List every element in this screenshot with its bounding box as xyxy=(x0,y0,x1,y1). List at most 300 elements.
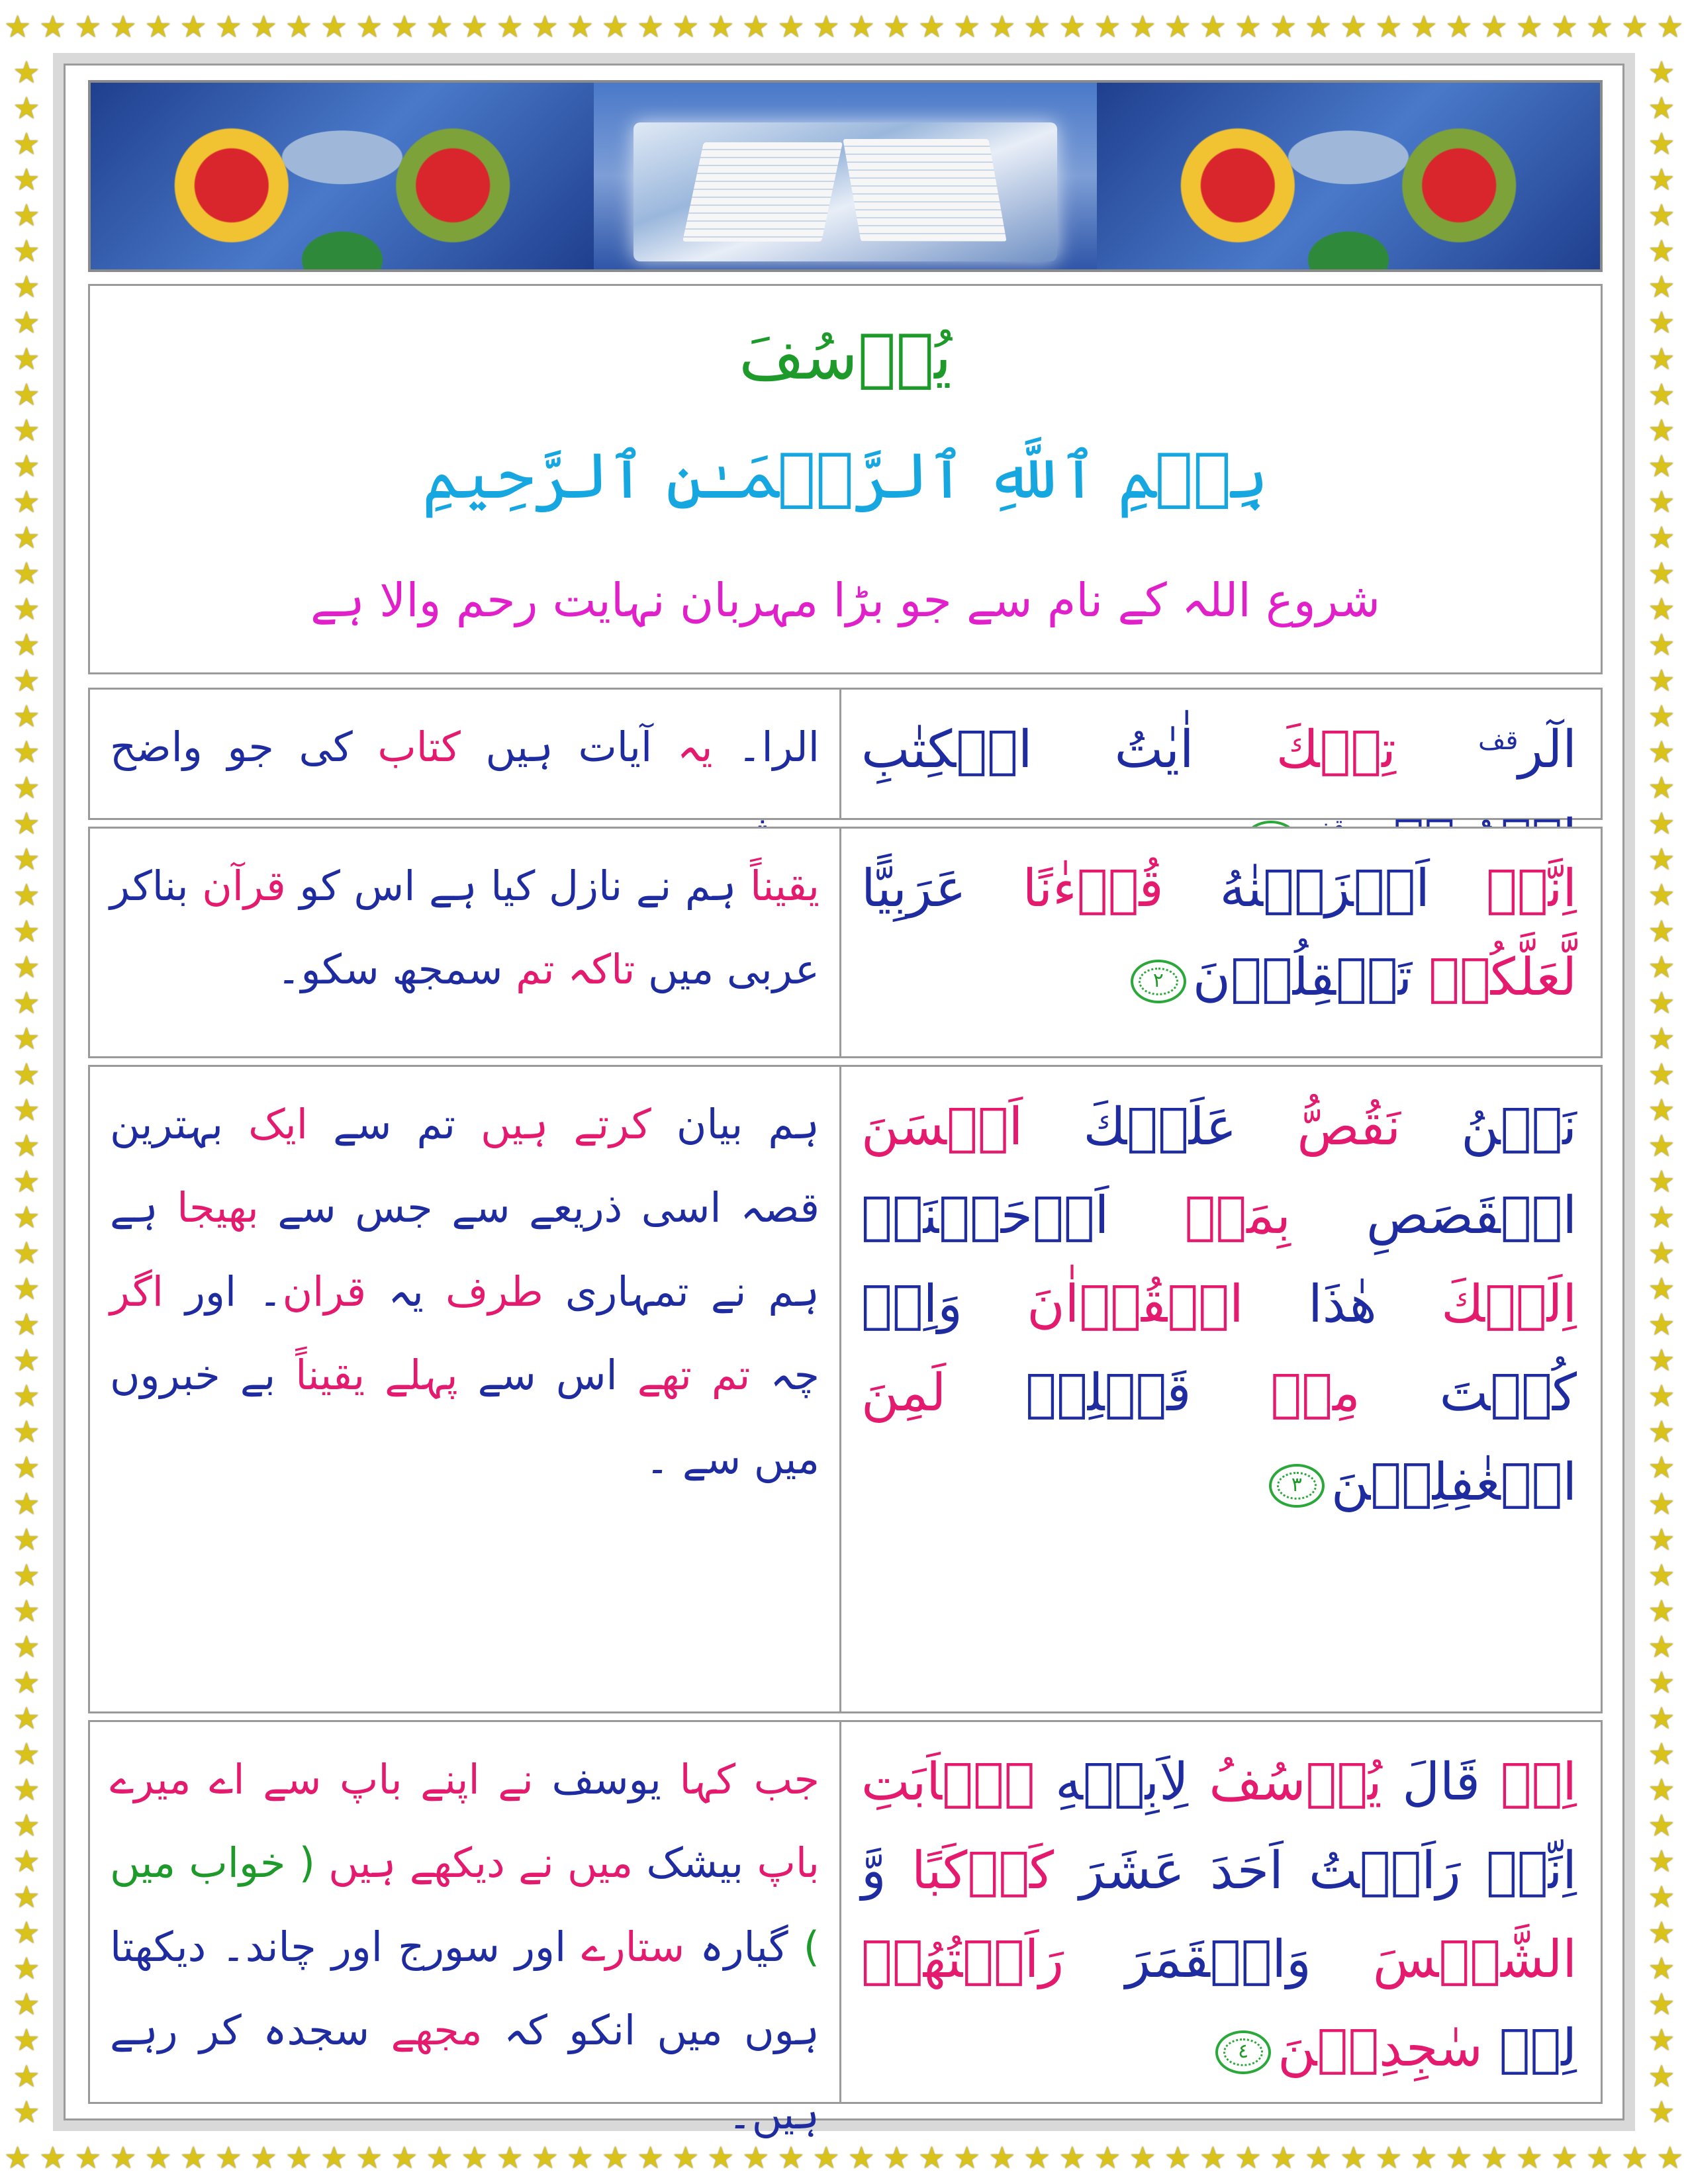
verse-row xyxy=(88,827,1603,1058)
star-icon: ★ xyxy=(1340,2140,1368,2175)
star-icon: ★ xyxy=(1515,9,1543,44)
star-icon: ★ xyxy=(1199,2140,1227,2175)
star-icon: ★ xyxy=(1129,2140,1156,2175)
star-icon: ★ xyxy=(1164,2140,1192,2175)
ayah-number-marker: ٣ xyxy=(1269,1464,1325,1508)
verse-arabic-text xyxy=(839,829,1601,1056)
star-border-bottom xyxy=(0,2131,1688,2184)
urdu-word-segment: کتاب xyxy=(377,723,461,771)
star-icon: ★ xyxy=(13,698,40,735)
star-icon: ★ xyxy=(1515,2140,1543,2175)
star-icon: ★ xyxy=(461,2140,489,2175)
star-border-left xyxy=(0,53,53,2131)
arabic-word-segment: اَوۡحَيۡنَاۤ xyxy=(861,1186,1109,1246)
star-icon: ★ xyxy=(1480,9,1508,44)
star-icon: ★ xyxy=(1648,1163,1675,1199)
urdu-word-segment: ہے ہم نے تمہاری xyxy=(110,1183,820,1316)
star-icon: ★ xyxy=(13,841,40,878)
star-icon: ★ xyxy=(1648,447,1675,484)
star-icon: ★ xyxy=(812,2140,840,2175)
star-icon: ★ xyxy=(707,9,735,44)
star-icon: ★ xyxy=(1648,197,1675,234)
floral-ornament-left xyxy=(91,83,594,269)
star-icon: ★ xyxy=(777,2140,805,2175)
arabic-word-segment: الشَّمۡسَ xyxy=(1311,1930,1577,1990)
star-icon: ★ xyxy=(812,9,840,44)
arabic-word-segment: الۡقَصَصِ xyxy=(1290,1186,1577,1246)
star-border-right xyxy=(1635,53,1688,2131)
star-icon: ★ xyxy=(601,2140,630,2175)
star-icon: ★ xyxy=(1648,2093,1675,2130)
urdu-word-segment: تاکہ تم xyxy=(516,945,635,994)
star-icon: ★ xyxy=(285,9,313,44)
star-icon: ★ xyxy=(1648,698,1675,735)
urdu-word-segment: بناکر عربی میں xyxy=(110,862,820,994)
star-icon: ★ xyxy=(1648,161,1675,198)
urdu-word-segment: الرا۔ xyxy=(712,723,820,771)
urdu-word-segment: چہ xyxy=(750,1351,820,1400)
star-icon: ★ xyxy=(1648,1091,1675,1128)
star-icon: ★ xyxy=(1648,376,1675,412)
star-icon: ★ xyxy=(320,9,348,44)
star-icon: ★ xyxy=(1648,1127,1675,1163)
star-icon: ★ xyxy=(74,2140,102,2175)
urdu-word-segment: بیشک xyxy=(646,1839,744,1888)
star-icon: ★ xyxy=(13,519,40,555)
arabic-word-segment: وَاِنۡ كُنۡتَ xyxy=(861,1275,1577,1424)
urdu-word-segment: کی جو واضح xyxy=(110,723,353,771)
star-icon: ★ xyxy=(179,9,207,44)
star-icon: ★ xyxy=(13,1950,40,1987)
star-icon: ★ xyxy=(1648,90,1675,126)
star-icon: ★ xyxy=(1094,2140,1121,2175)
star-icon: ★ xyxy=(988,2140,1016,2175)
arabic-word-segment: رَاَيۡتُهُمۡ xyxy=(861,1930,1064,1990)
page-content xyxy=(64,64,1624,2138)
star-icon: ★ xyxy=(1648,1772,1675,1807)
urdu-word-segment: سمجھ سکو۔ xyxy=(277,945,516,994)
star-icon: ★ xyxy=(250,2140,278,2175)
star-icon: ★ xyxy=(1585,9,1614,44)
arabic-word-segment: الۡغٰفِلِيۡنَ xyxy=(1331,1452,1577,1512)
star-icon: ★ xyxy=(1305,2140,1333,2175)
ayah-number-marker: ٤ xyxy=(1215,2030,1271,2074)
urdu-word-segment: ہم نے نازل کیا ہے اس کو xyxy=(285,862,751,910)
star-icon: ★ xyxy=(250,9,278,44)
star-icon: ★ xyxy=(355,2140,383,2175)
star-icon: ★ xyxy=(1340,9,1368,44)
surah-header xyxy=(88,284,1603,674)
star-icon: ★ xyxy=(13,1163,40,1199)
star-icon: ★ xyxy=(13,734,40,770)
star-icon: ★ xyxy=(1648,1199,1675,1235)
star-icon: ★ xyxy=(1648,590,1675,627)
urdu-word-segment: ہم بیان xyxy=(651,1100,820,1148)
star-icon: ★ xyxy=(426,2140,453,2175)
star-icon: ★ xyxy=(285,2140,313,2175)
star-icon: ★ xyxy=(1648,1056,1675,1092)
star-icon: ★ xyxy=(1648,1306,1675,1343)
star-icon: ★ xyxy=(1648,1342,1675,1379)
star-icon: ★ xyxy=(13,627,40,662)
star-icon: ★ xyxy=(179,2140,207,2175)
star-icon: ★ xyxy=(13,662,40,699)
arabic-word-segment: لَمِنَ xyxy=(861,1363,947,1424)
star-icon: ★ xyxy=(1648,54,1675,90)
star-icon: ★ xyxy=(1648,1521,1675,1557)
star-icon: ★ xyxy=(1648,877,1675,913)
arabic-word-segment: تَعۡقِلُوۡنَ xyxy=(1192,948,1413,1008)
star-icon: ★ xyxy=(13,233,40,269)
star-icon: ★ xyxy=(1234,9,1262,44)
star-icon: ★ xyxy=(4,2140,32,2175)
star-icon: ★ xyxy=(1648,2022,1675,2058)
star-icon: ★ xyxy=(13,1342,40,1379)
urdu-word-segment: تم سے xyxy=(308,1100,481,1148)
star-icon: ★ xyxy=(1648,805,1675,842)
star-icon: ★ xyxy=(13,805,40,842)
star-icon: ★ xyxy=(742,9,770,44)
star-icon: ★ xyxy=(13,1735,40,1772)
star-icon: ★ xyxy=(672,2140,700,2175)
star-icon: ★ xyxy=(1410,9,1438,44)
verse-arabic-text xyxy=(839,1067,1601,1711)
arabic-word-segment: وَالۡقَمَرَ xyxy=(1064,1930,1311,1990)
star-icon: ★ xyxy=(672,9,700,44)
star-icon: ★ xyxy=(1621,9,1649,44)
star-icon: ★ xyxy=(1164,9,1192,44)
star-icon: ★ xyxy=(1648,1700,1675,1736)
surah-title: یُوۡسُفَ xyxy=(739,320,952,394)
star-icon: ★ xyxy=(13,1306,40,1343)
star-icon: ★ xyxy=(109,9,137,44)
star-icon: ★ xyxy=(39,2140,67,2175)
star-icon: ★ xyxy=(496,9,524,44)
star-icon: ★ xyxy=(13,1700,40,1736)
arabic-word-segment: اِلَيۡكَ xyxy=(1376,1275,1577,1335)
star-icon: ★ xyxy=(953,2140,981,2175)
star-icon: ★ xyxy=(1648,1485,1675,1522)
star-icon: ★ xyxy=(13,913,40,949)
urdu-word-segment: ۔ اور xyxy=(163,1267,283,1316)
star-icon: ★ xyxy=(13,590,40,627)
star-icon: ★ xyxy=(988,9,1016,44)
urdu-word-segment: یہ xyxy=(366,1267,445,1316)
urdu-word-segment: اس سے xyxy=(457,1351,637,1400)
urdu-word-segment: بھیجا xyxy=(177,1183,259,1232)
star-icon: ★ xyxy=(391,9,418,44)
star-icon: ★ xyxy=(1648,519,1675,555)
star-icon: ★ xyxy=(636,2140,665,2175)
urdu-word-segment: طرف xyxy=(445,1267,543,1316)
star-icon: ★ xyxy=(1621,2140,1649,2175)
star-icon: ★ xyxy=(1648,1986,1675,2023)
star-icon: ★ xyxy=(1199,9,1227,44)
arabic-word-segment: مِنۡ xyxy=(1191,1363,1360,1424)
star-icon: ★ xyxy=(13,1843,40,1880)
arabic-word-segment: يُوۡسُفُ xyxy=(1188,1752,1382,1812)
star-icon: ★ xyxy=(1648,1664,1675,1700)
urdu-word-segment: جب کہا xyxy=(661,1755,820,1803)
star-icon: ★ xyxy=(1550,2140,1579,2175)
urdu-word-segment: یہ xyxy=(677,723,713,771)
star-icon: ★ xyxy=(1480,2140,1508,2175)
star-icon: ★ xyxy=(13,1414,40,1450)
star-icon: ★ xyxy=(13,948,40,985)
verse-row xyxy=(88,1720,1603,2138)
star-icon: ★ xyxy=(847,2140,875,2175)
bismillah-urdu-translation: شروع اللہ کے نام سے جو بڑا مہربان نہایت رحم والا ہے xyxy=(310,573,1380,627)
star-icon: ★ xyxy=(636,9,665,44)
arabic-word-segment: الۡقُرۡاٰنَ xyxy=(962,1275,1244,1335)
arabic-word-segment: بِمَاۤ xyxy=(1109,1186,1291,1246)
urdu-word-segment: یوسف xyxy=(551,1755,661,1803)
arabic-word-segment: اِنِّىۡ رَاَيۡتُ xyxy=(1283,1841,1577,1901)
star-icon: ★ xyxy=(1648,1879,1675,1915)
star-icon: ★ xyxy=(13,555,40,591)
star-icon: ★ xyxy=(13,447,40,484)
urdu-word-segment: گیارہ xyxy=(684,1922,804,1971)
arabic-word-segment: اَحۡسَنَ xyxy=(861,1097,1023,1157)
arabic-word-segment: قَبۡلِهٖ xyxy=(946,1363,1192,1424)
star-icon: ★ xyxy=(1445,9,1473,44)
arabic-word-segment: لِىۡ xyxy=(1482,2019,1577,2079)
arabic-word-segment: كَوۡكَبًا xyxy=(886,1841,1055,1901)
star-icon: ★ xyxy=(144,9,172,44)
star-icon: ★ xyxy=(1656,2140,1684,2175)
star-icon: ★ xyxy=(13,1592,40,1629)
star-icon: ★ xyxy=(917,9,946,44)
ayah-number-marker: ٢ xyxy=(1131,960,1186,1003)
star-icon: ★ xyxy=(1648,913,1675,949)
star-icon: ★ xyxy=(13,1557,40,1593)
star-icon: ★ xyxy=(1648,1915,1675,1951)
star-icon: ★ xyxy=(1648,1807,1675,1844)
urdu-word-segment: ( خواب میں ) xyxy=(110,1839,820,1971)
star-icon: ★ xyxy=(13,1127,40,1163)
star-icon: ★ xyxy=(742,2140,770,2175)
urdu-word-segment: قران xyxy=(282,1267,367,1316)
star-icon: ★ xyxy=(1648,1449,1675,1486)
star-icon: ★ xyxy=(13,54,40,90)
star-icon: ★ xyxy=(13,1378,40,1414)
urdu-word-segment: ایک xyxy=(248,1100,308,1148)
arabic-word-segment: لِاَبِيۡهِ xyxy=(1035,1752,1189,1812)
star-icon: ★ xyxy=(4,9,32,44)
star-icon: ★ xyxy=(13,1020,40,1056)
star-icon: ★ xyxy=(144,2140,172,2175)
star-icon: ★ xyxy=(13,412,40,448)
arabic-word-segment: عَرَبِيًّا xyxy=(861,859,966,919)
decorative-banner xyxy=(88,80,1603,272)
star-icon: ★ xyxy=(1550,9,1579,44)
arabic-word-segment: اَنۡزَلۡنٰهُ xyxy=(1163,859,1430,919)
star-icon: ★ xyxy=(109,2140,137,2175)
star-icon: ★ xyxy=(1648,1020,1675,1056)
star-icon: ★ xyxy=(13,1807,40,1844)
star-icon: ★ xyxy=(1058,2140,1086,2175)
star-icon: ★ xyxy=(1648,269,1675,305)
star-icon: ★ xyxy=(1410,2140,1438,2175)
arabic-word-segment: لَّعَلَّكُمۡ xyxy=(1412,948,1577,1008)
floral-ornament-right xyxy=(1097,83,1600,269)
star-icon: ★ xyxy=(882,2140,910,2175)
star-icon: ★ xyxy=(13,1271,40,1307)
star-icon: ★ xyxy=(1648,662,1675,699)
star-icon: ★ xyxy=(214,2140,242,2175)
arabic-word-segment: نَحۡنُ xyxy=(1401,1097,1577,1157)
star-icon: ★ xyxy=(13,126,40,162)
star-icon: ★ xyxy=(1648,770,1675,806)
urdu-word-segment: اگر xyxy=(110,1267,164,1316)
arabic-word-segment: اٰيٰتُ الۡكِتٰبِ xyxy=(861,720,1194,780)
star-icon: ★ xyxy=(707,2140,735,2175)
star-icon: ★ xyxy=(1648,627,1675,662)
urdu-word-segment: نے اپنے باپ سے اے میرے باپ xyxy=(110,1755,820,1888)
verse-urdu-translation xyxy=(90,1067,839,1711)
star-icon: ★ xyxy=(1648,1271,1675,1307)
star-icon: ★ xyxy=(1305,9,1333,44)
verse-urdu-translation xyxy=(90,690,839,818)
star-icon: ★ xyxy=(1648,1378,1675,1414)
star-icon: ★ xyxy=(1648,1735,1675,1772)
star-icon: ★ xyxy=(13,984,40,1021)
verse-arabic-text xyxy=(839,690,1601,818)
arabic-word-segment: عَلَيۡكَ xyxy=(1023,1097,1237,1157)
verse-row xyxy=(88,1065,1603,1713)
star-icon: ★ xyxy=(13,1986,40,2023)
star-icon: ★ xyxy=(13,2022,40,2058)
star-icon: ★ xyxy=(13,1879,40,1915)
star-icon: ★ xyxy=(13,877,40,913)
star-icon: ★ xyxy=(1648,841,1675,878)
arabic-word-segment: يٰۤاَبَتِ xyxy=(861,1752,1035,1812)
verse-urdu-translation xyxy=(90,829,839,1056)
star-icon: ★ xyxy=(39,9,67,44)
star-icon: ★ xyxy=(777,9,805,44)
star-icon: ★ xyxy=(1648,340,1675,377)
arabic-word-segment: سٰجِدِيۡنَ xyxy=(1278,2019,1483,2079)
star-icon: ★ xyxy=(1445,2140,1473,2175)
urdu-word-segment: یقیناً xyxy=(750,862,820,910)
star-icon: ★ xyxy=(1656,9,1684,44)
star-icon: ★ xyxy=(13,1449,40,1486)
arabic-word-segment: وَّ xyxy=(861,1841,886,1901)
urdu-word-segment: سجدہ کر رہے ہیں۔ xyxy=(110,2006,820,2138)
arabic-word-segment: الٓر xyxy=(1518,720,1577,780)
star-icon: ★ xyxy=(531,2140,559,2175)
urdu-word-segment: کرتے ہیں xyxy=(481,1100,651,1148)
star-icon: ★ xyxy=(461,9,489,44)
star-icon: ★ xyxy=(13,1485,40,1522)
star-icon: ★ xyxy=(1648,1557,1675,1593)
star-icon: ★ xyxy=(13,1628,40,1664)
star-icon: ★ xyxy=(74,9,102,44)
arabic-word-segment: قف xyxy=(1477,725,1519,756)
verse-urdu-translation xyxy=(90,1722,839,2138)
star-icon: ★ xyxy=(1648,483,1675,520)
star-icon: ★ xyxy=(13,483,40,520)
star-icon: ★ xyxy=(1023,9,1051,44)
star-icon: ★ xyxy=(1058,9,1086,44)
star-icon: ★ xyxy=(917,2140,946,2175)
star-icon: ★ xyxy=(953,9,981,44)
star-icon: ★ xyxy=(566,2140,594,2175)
star-icon: ★ xyxy=(1648,984,1675,1021)
page-frame xyxy=(53,53,1635,2138)
star-icon: ★ xyxy=(426,9,453,44)
star-icon: ★ xyxy=(13,161,40,198)
urdu-word-segment: آیات ہیں xyxy=(460,723,677,771)
star-icon: ★ xyxy=(1648,1235,1675,1271)
arabic-word-segment: قُرۡءٰنًا xyxy=(966,859,1164,919)
star-icon: ★ xyxy=(1023,2140,1051,2175)
star-icon: ★ xyxy=(601,9,630,44)
arabic-word-segment: نَقُصُّ xyxy=(1237,1097,1401,1157)
star-icon: ★ xyxy=(13,304,40,341)
star-icon: ★ xyxy=(13,1915,40,1951)
star-icon: ★ xyxy=(1648,948,1675,985)
star-icon: ★ xyxy=(1648,126,1675,162)
urdu-word-segment: بہترین قصہ اسی ذریعے سے جس سے xyxy=(110,1100,820,1232)
star-icon: ★ xyxy=(13,2093,40,2130)
star-icon: ★ xyxy=(13,770,40,806)
star-icon: ★ xyxy=(1648,2058,1675,2094)
star-icon: ★ xyxy=(13,1199,40,1235)
arabic-word-segment: اِنَّاۤ xyxy=(1429,859,1577,919)
arabic-word-segment: اِذۡ xyxy=(1480,1752,1577,1812)
star-icon: ★ xyxy=(1648,1592,1675,1629)
star-icon: ★ xyxy=(13,340,40,377)
star-icon: ★ xyxy=(566,9,594,44)
star-icon: ★ xyxy=(13,1521,40,1557)
star-icon: ★ xyxy=(13,269,40,305)
star-icon: ★ xyxy=(13,1235,40,1271)
arabic-word-segment: اَحَدَ عَشَرَ xyxy=(1054,1841,1284,1901)
star-icon: ★ xyxy=(320,2140,348,2175)
star-icon: ★ xyxy=(1375,2140,1403,2175)
star-icon: ★ xyxy=(531,9,559,44)
star-icon: ★ xyxy=(1269,9,1297,44)
star-icon: ★ xyxy=(1648,1950,1675,1987)
urdu-word-segment: تم تھے xyxy=(637,1351,751,1400)
star-icon: ★ xyxy=(1648,304,1675,341)
star-icon: ★ xyxy=(1648,233,1675,269)
urdu-word-segment: بے خبروں میں سے ۔ xyxy=(110,1351,820,1483)
urdu-word-segment: میں نے دیکھے ہیں xyxy=(314,1839,647,1888)
verse-arabic-text xyxy=(839,1722,1601,2102)
star-icon: ★ xyxy=(13,1664,40,1700)
star-icon: ★ xyxy=(214,9,242,44)
star-icon: ★ xyxy=(1585,2140,1614,2175)
star-icon: ★ xyxy=(1234,2140,1262,2175)
urdu-word-segment: مجھے xyxy=(391,2006,483,2055)
star-icon: ★ xyxy=(1094,9,1121,44)
star-icon: ★ xyxy=(1375,9,1403,44)
arabic-word-segment: قَالَ xyxy=(1382,1752,1481,1812)
urdu-word-segment: قرآن xyxy=(202,862,286,910)
star-icon: ★ xyxy=(13,376,40,412)
star-icon: ★ xyxy=(847,9,875,44)
star-icon: ★ xyxy=(13,1056,40,1092)
urdu-word-segment: ستارے xyxy=(581,1922,685,1971)
star-icon: ★ xyxy=(1648,412,1675,448)
star-icon: ★ xyxy=(13,1091,40,1128)
star-icon: ★ xyxy=(1648,734,1675,770)
star-icon: ★ xyxy=(1648,555,1675,591)
star-border-top xyxy=(0,0,1688,53)
star-icon: ★ xyxy=(1648,1628,1675,1664)
